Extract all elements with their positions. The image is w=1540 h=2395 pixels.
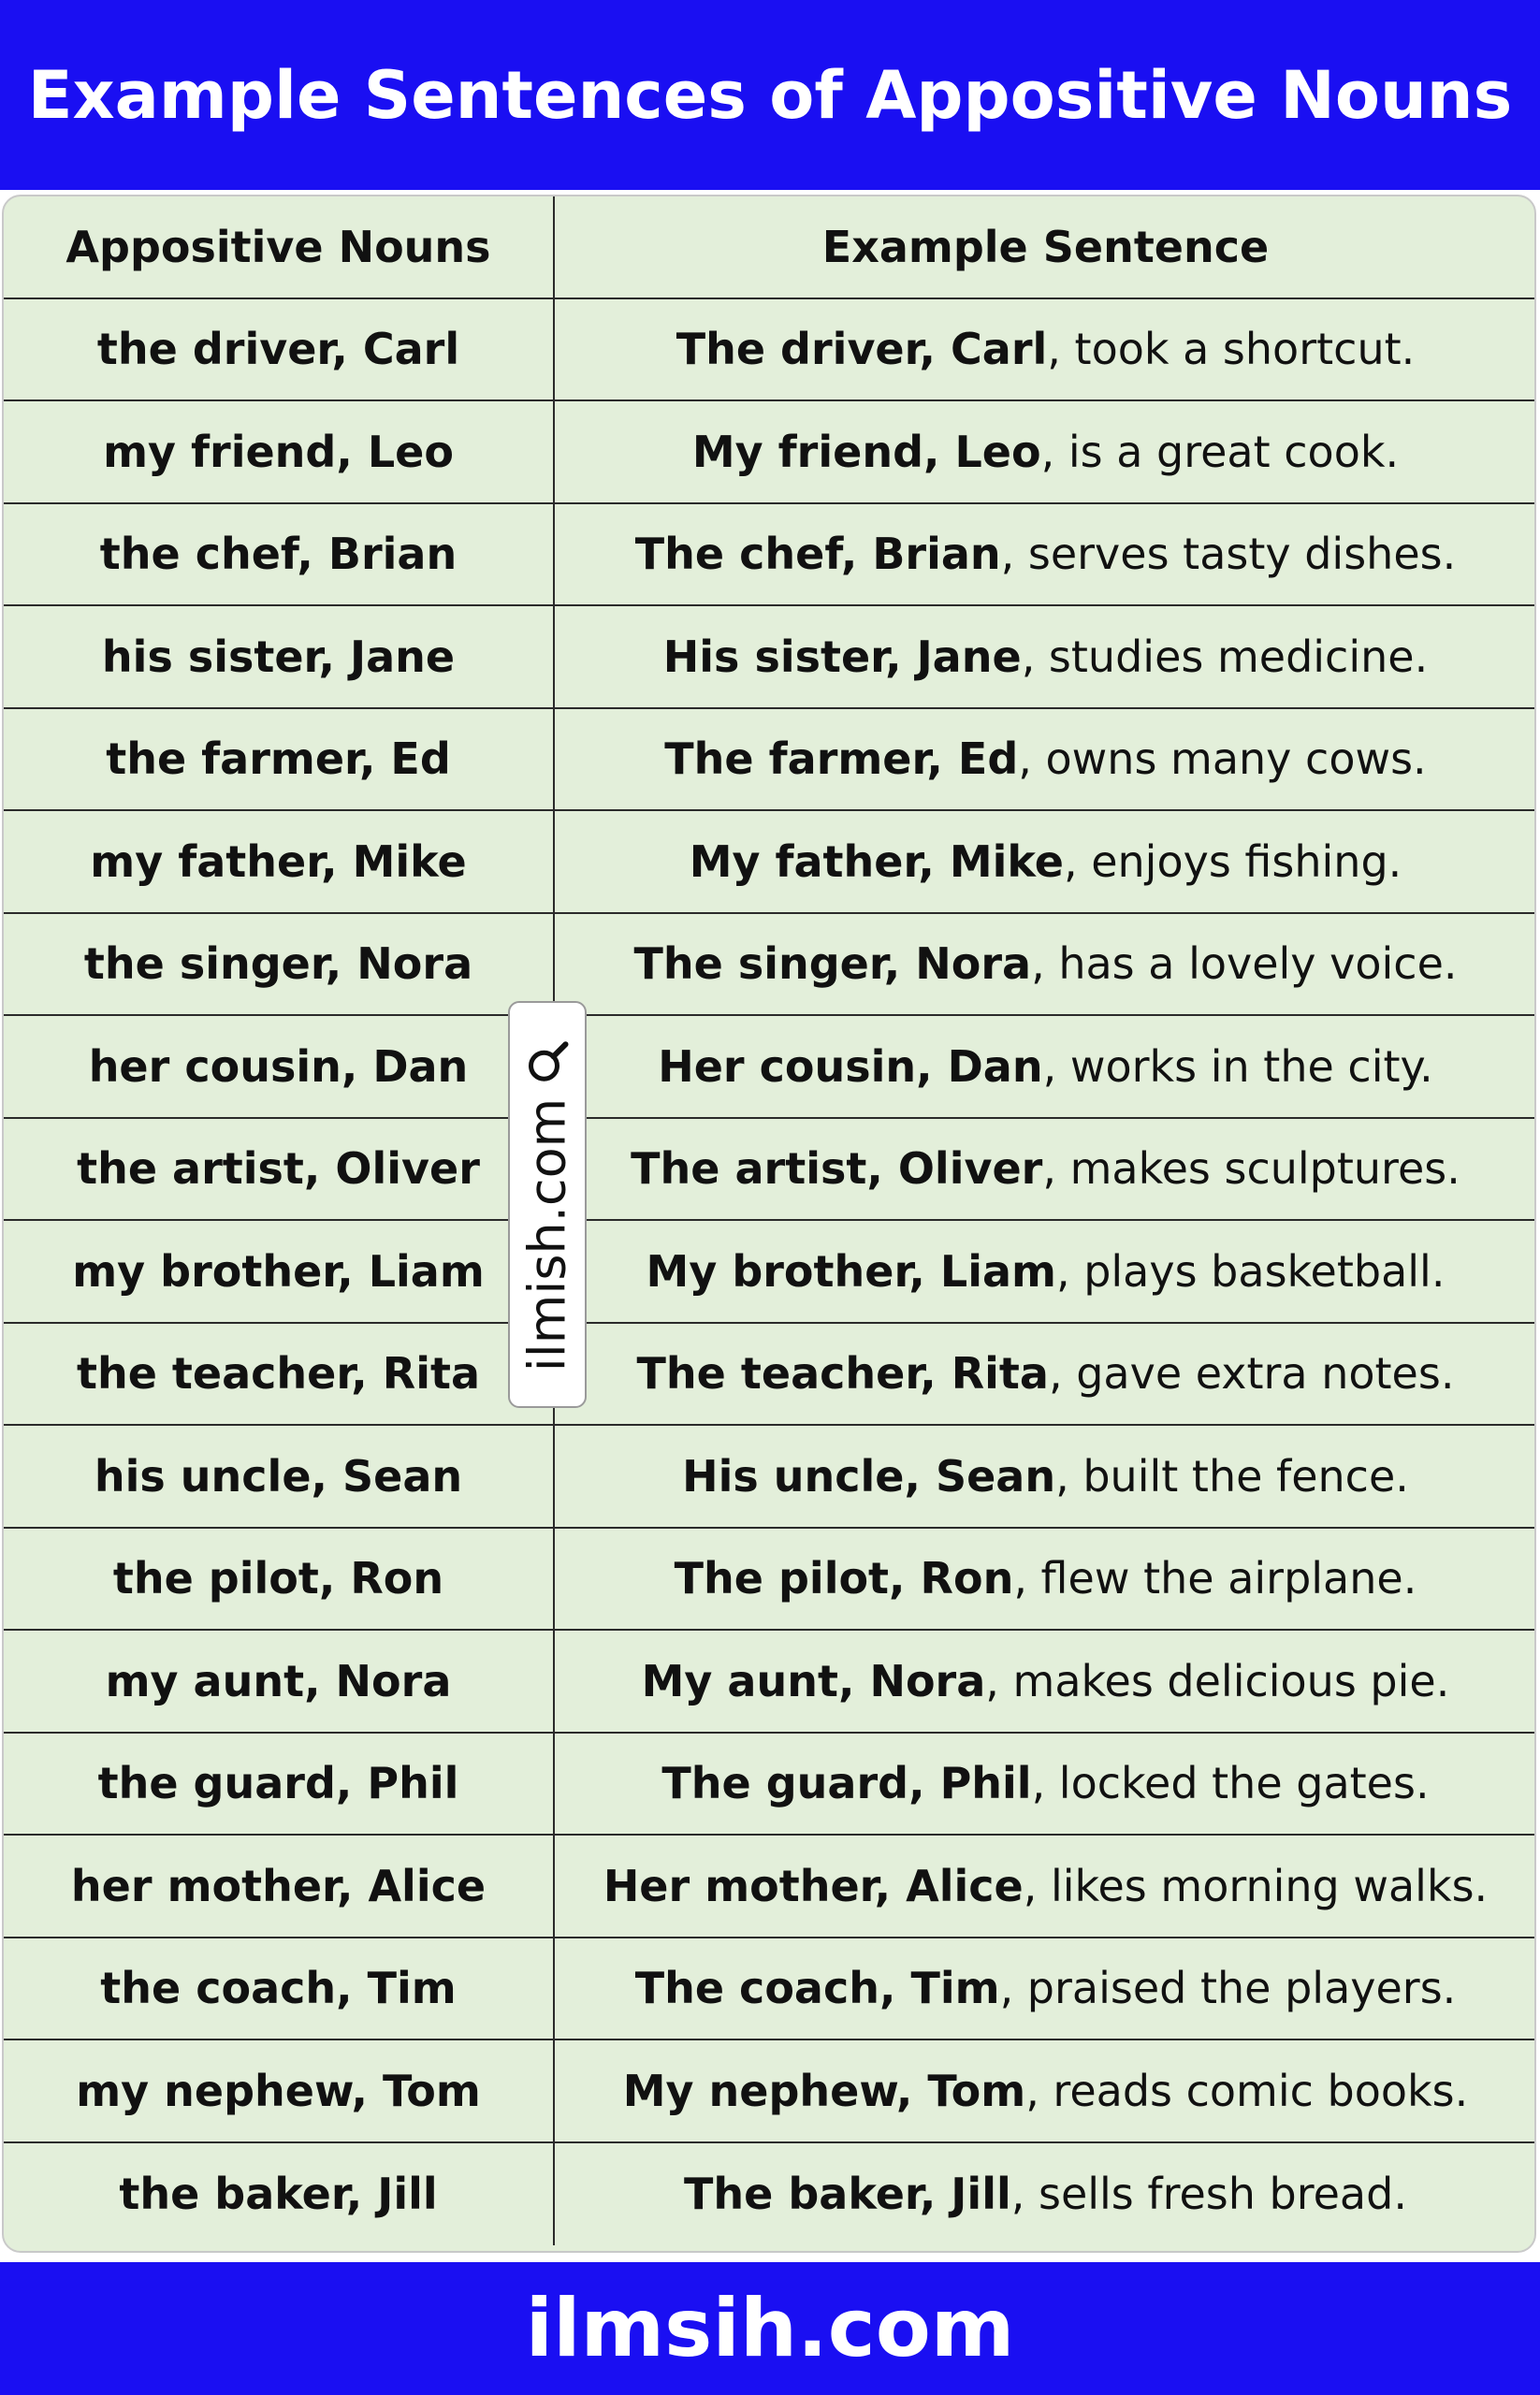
example-sentence-cell [555,1016,1536,1117]
sentence-appositive-part: The chef, Brian [634,529,1001,580]
table-row [4,2040,1536,2143]
sentence-rest-part: , is a great cook. [1040,426,1400,477]
sentence-rest-part: , took a shortcut. [1047,324,1416,375]
example-sentence-cell [555,2143,1536,2246]
appositive-table [2,195,1536,2253]
appositive-noun-cell: my aunt, Nora [4,1631,555,1732]
sentence-rest-part: , enjoys fishing. [1063,835,1402,887]
appositive-noun-cell: the pilot, Ron [4,1529,555,1630]
sentence-rest-part: , flew the airplane. [1013,1553,1417,1604]
table-row [4,1836,1536,1938]
appositive-noun-cell: the baker, Jill [4,2143,555,2246]
table-row [4,1221,1536,1324]
appositive-noun-cell: the guard, Phil [4,1734,555,1835]
watermark-badge [508,1001,587,1408]
example-sentence-cell [555,811,1536,912]
table-row [4,1938,1536,2041]
sentence-appositive-part: The driver, Carl [676,324,1048,375]
sentence-appositive-part: The baker, Jill [684,2169,1011,2220]
table-row [4,811,1536,914]
sentence-rest-part: , built the fence. [1055,1450,1409,1502]
appositive-noun-cell: his uncle, Sean [4,1426,555,1527]
sentence-rest-part: , has a lovely voice. [1031,938,1458,990]
sentence-rest-part: , plays basketball. [1055,1245,1446,1297]
table-row [4,1426,1536,1529]
example-sentence-cell [555,299,1536,400]
appositive-noun-cell: the artist, Oliver [4,1119,555,1220]
appositive-noun-cell: his sister, Jane [4,606,555,707]
sentence-appositive-part: The pilot, Ron [674,1553,1014,1604]
table-row [4,1016,1536,1119]
example-sentence-cell [555,504,1536,605]
example-sentence-cell [555,1529,1536,1630]
appositive-noun-cell: my father, Mike [4,811,555,912]
table-row [4,606,1536,709]
appositive-noun-cell: my friend, Leo [4,401,555,502]
appositive-noun-cell: the teacher, Rita [4,1324,555,1425]
sentence-rest-part: , serves tasty dishes. [1000,529,1457,580]
table-row [4,914,1536,1017]
sentence-appositive-part: The coach, Tim [634,1963,1000,2014]
sentence-rest-part: , locked the gates. [1031,1758,1430,1809]
sentence-rest-part: , sells fresh bread. [1010,2169,1407,2220]
sentence-appositive-part: My aunt, Nora [641,1655,986,1706]
example-sentence-cell [555,401,1536,502]
table-row [4,2143,1536,2246]
example-sentence-cell [555,1426,1536,1527]
example-sentence-cell [555,1324,1536,1425]
appositive-noun-cell: my nephew, Tom [4,2040,555,2141]
example-sentence-cell [555,1119,1536,1220]
sentence-appositive-part: Her cousin, Dan [658,1040,1043,1092]
appositive-noun-cell: the driver, Carl [4,299,555,400]
example-sentence-cell [555,914,1536,1015]
table-row [4,1529,1536,1632]
sentence-appositive-part: The artist, Oliver [631,1143,1043,1195]
appositive-noun-cell: the coach, Tim [4,1938,555,2039]
appositive-noun-cell: the farmer, Ed [4,709,555,810]
example-sentence-cell [555,1938,1536,2039]
example-sentence-cell [555,1836,1536,1937]
table-row [4,709,1536,812]
sentence-appositive-part: His sister, Jane [662,631,1022,682]
sentence-rest-part: , owns many cows. [1018,733,1427,785]
sentence-appositive-part: The teacher, Rita [636,1348,1049,1400]
sentence-appositive-part: The farmer, Ed [664,733,1019,785]
sentence-rest-part: , works in the city. [1042,1040,1433,1092]
sentence-rest-part: , likes morning walks. [1023,1860,1489,1911]
table-row [4,1324,1536,1427]
sentence-rest-part: , makes sculptures. [1042,1143,1460,1195]
example-sentence-cell [555,1734,1536,1835]
sentence-appositive-part: My brother, Liam [646,1245,1056,1297]
appositive-noun-cell: her mother, Alice [4,1836,555,1937]
search-icon [524,1038,571,1084]
sentence-rest-part: , reads comic books. [1025,2065,1469,2116]
example-sentence-cell [555,709,1536,810]
sentence-appositive-part: The singer, Nora [633,938,1032,990]
column-header-appositive-nouns: Appositive Nouns [4,196,555,298]
appositive-noun-cell: her cousin, Dan [4,1016,555,1117]
appositive-noun-cell: the chef, Brian [4,504,555,605]
sentence-rest-part: , studies medicine. [1021,631,1429,682]
sentence-rest-part: , praised the players. [999,1963,1457,2014]
sentence-appositive-part: Her mother, Alice [603,1860,1024,1911]
sentence-appositive-part: The guard, Phil [661,1758,1032,1809]
table-row [4,1631,1536,1734]
example-sentence-cell [555,1631,1536,1732]
column-header-example-sentence: Example Sentence [821,221,1270,272]
example-sentence-cell [555,606,1536,707]
table-row [4,1119,1536,1222]
table-row [4,299,1536,402]
page-title: Example Sentences of Appositive Nouns [0,0,1540,190]
sentence-rest-part: , gave extra notes. [1048,1348,1455,1400]
sentence-appositive-part: My friend, Leo [691,426,1041,477]
table-row [4,504,1536,607]
sentence-appositive-part: My nephew, Tom [622,2065,1026,2116]
sentence-appositive-part: His uncle, Sean [682,1450,1056,1502]
watermark-text: ilmish.com [517,1097,577,1372]
table-row [4,401,1536,504]
sentence-appositive-part: My father, Mike [689,835,1064,887]
table-row [4,1734,1536,1836]
footer-brand: ilmsih.com [0,2262,1540,2395]
appositive-noun-cell: the singer, Nora [4,914,555,1015]
example-sentence-cell [555,2040,1536,2141]
example-sentence-cell [555,1221,1536,1322]
table-header-row [4,196,1536,299]
appositive-noun-cell: my brother, Liam [4,1221,555,1322]
sentence-rest-part: , makes delicious pie. [985,1655,1450,1706]
